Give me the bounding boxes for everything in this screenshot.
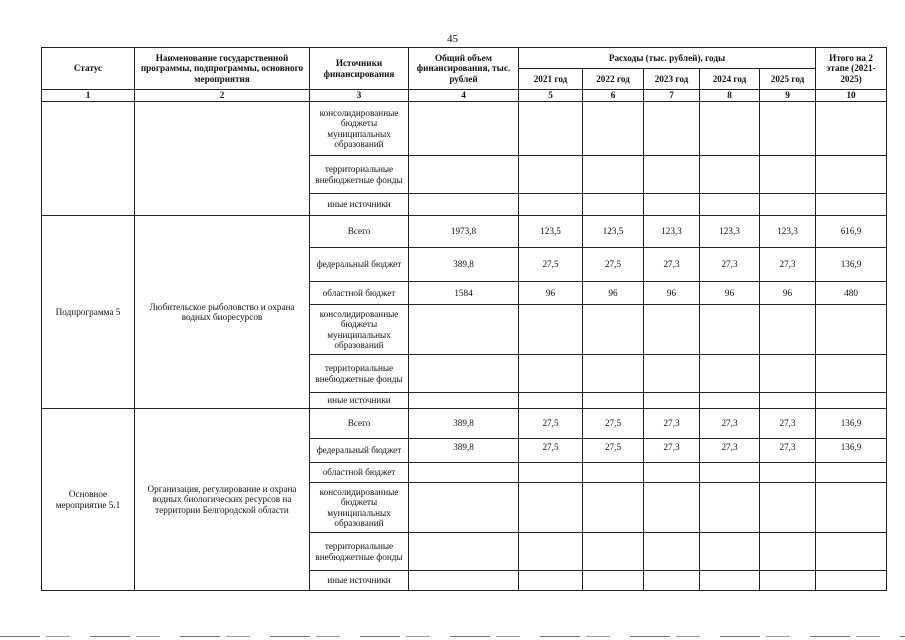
- year-value: 27,5: [519, 248, 583, 282]
- year-value: 27,3: [644, 248, 700, 282]
- source-cell: территориальные внебюджетные фонды: [310, 156, 409, 194]
- year-value: 27,3: [760, 248, 816, 282]
- year-value: 123,5: [583, 216, 644, 248]
- header-year: 2023 год: [644, 69, 700, 90]
- total-value: 1584: [409, 282, 519, 305]
- source-cell: консолидированные бюджеты муниципальных образований: [310, 483, 409, 533]
- column-number: 8: [700, 90, 760, 102]
- header-stage-total: Итого на 2 этапе (2021-2025): [816, 48, 887, 90]
- status-cell: Подпрограмма 5: [42, 216, 135, 409]
- header-year: 2022 год: [583, 69, 644, 90]
- year-value: 123,5: [519, 216, 583, 248]
- column-number: 9: [760, 90, 816, 102]
- year-value: 27,5: [583, 439, 644, 463]
- year-value: 27,3: [700, 409, 760, 439]
- header-year: 2025 год: [760, 69, 816, 90]
- column-number: 2: [135, 90, 310, 102]
- header-row: [42, 48, 887, 69]
- year-value: 123,3: [760, 216, 816, 248]
- header-sources: Источники финансирования: [310, 48, 409, 90]
- column-number: 5: [519, 90, 583, 102]
- source-cell: Всего: [310, 216, 409, 248]
- source-cell: иные источники: [310, 194, 409, 216]
- status-cell: Основное мероприятие 5.1: [42, 409, 135, 591]
- year-value: 123,3: [700, 216, 760, 248]
- source-cell: Всего: [310, 409, 409, 439]
- source-cell: федеральный бюджет: [310, 248, 409, 282]
- year-value: 27,3: [644, 409, 700, 439]
- header-total-volume: Общий объем финансирования, тыс. рублей: [409, 48, 519, 90]
- table-row: [42, 409, 887, 439]
- source-cell: иные источники: [310, 393, 409, 409]
- column-number: 4: [409, 90, 519, 102]
- source-cell: областной бюджет: [310, 282, 409, 305]
- source-cell: территориальные внебюджетные фонды: [310, 533, 409, 571]
- name-cell: Любительское рыболовство и охрана водных биоресурсов: [135, 216, 310, 409]
- year-value: 96: [583, 282, 644, 305]
- year-value: 27,5: [519, 409, 583, 439]
- column-number: 1: [42, 90, 135, 102]
- total-value: 389,8: [409, 439, 519, 463]
- year-value: 96: [760, 282, 816, 305]
- stage-value: 136,9: [816, 409, 887, 439]
- budget-table: [41, 47, 887, 591]
- year-value: 27,5: [583, 409, 644, 439]
- stage-value: 136,9: [816, 439, 887, 463]
- table-row: [42, 102, 887, 156]
- stage-value: 480: [816, 282, 887, 305]
- total-value: 1973,8: [409, 216, 519, 248]
- scan-edge-line: [0, 636, 905, 637]
- column-number: 7: [644, 90, 700, 102]
- name-cell: [135, 102, 310, 216]
- year-value: 96: [644, 282, 700, 305]
- source-cell: территориальные внебюджетные фонды: [310, 355, 409, 393]
- header-expenses: Расходы (тыс. рублей), годы: [519, 48, 816, 69]
- column-number: 10: [816, 90, 887, 102]
- header-name: Наименование государственной программы, подпрограммы, основного мероприятия: [135, 48, 310, 90]
- column-numbers-row: [42, 90, 887, 102]
- header-year: 2024 год: [700, 69, 760, 90]
- year-value: 27,3: [644, 439, 700, 463]
- page-number: 45: [447, 33, 458, 45]
- source-cell: иные источники: [310, 571, 409, 591]
- header-status: Статус: [42, 48, 135, 90]
- total-value: 389,8: [409, 248, 519, 282]
- source-cell: консолидированные бюджеты муниципальных образований: [310, 305, 409, 355]
- column-number: 3: [310, 90, 409, 102]
- stage-value: 616,9: [816, 216, 887, 248]
- source-cell: федеральный бюджет: [310, 439, 409, 463]
- year-value: 27,5: [519, 439, 583, 463]
- total-value: 389,8: [409, 409, 519, 439]
- year-value: 96: [700, 282, 760, 305]
- stage-value: 136,9: [816, 248, 887, 282]
- source-cell: областной бюджет: [310, 463, 409, 483]
- year-value: 27,3: [700, 439, 760, 463]
- year-value: 96: [519, 282, 583, 305]
- year-value: 123,3: [644, 216, 700, 248]
- header-year: 2021 год: [519, 69, 583, 90]
- year-value: 27,3: [700, 248, 760, 282]
- table-row: [42, 216, 887, 248]
- name-cell: Организация, регулирование и охрана водных биологических ресурсов на территории Белгородской области: [135, 409, 310, 591]
- status-cell: [42, 102, 135, 216]
- year-value: 27,3: [760, 409, 816, 439]
- year-value: 27,5: [583, 248, 644, 282]
- source-cell: консолидированные бюджеты муниципальных образований: [310, 102, 409, 156]
- year-value: 27,3: [760, 439, 816, 463]
- column-number: 6: [583, 90, 644, 102]
